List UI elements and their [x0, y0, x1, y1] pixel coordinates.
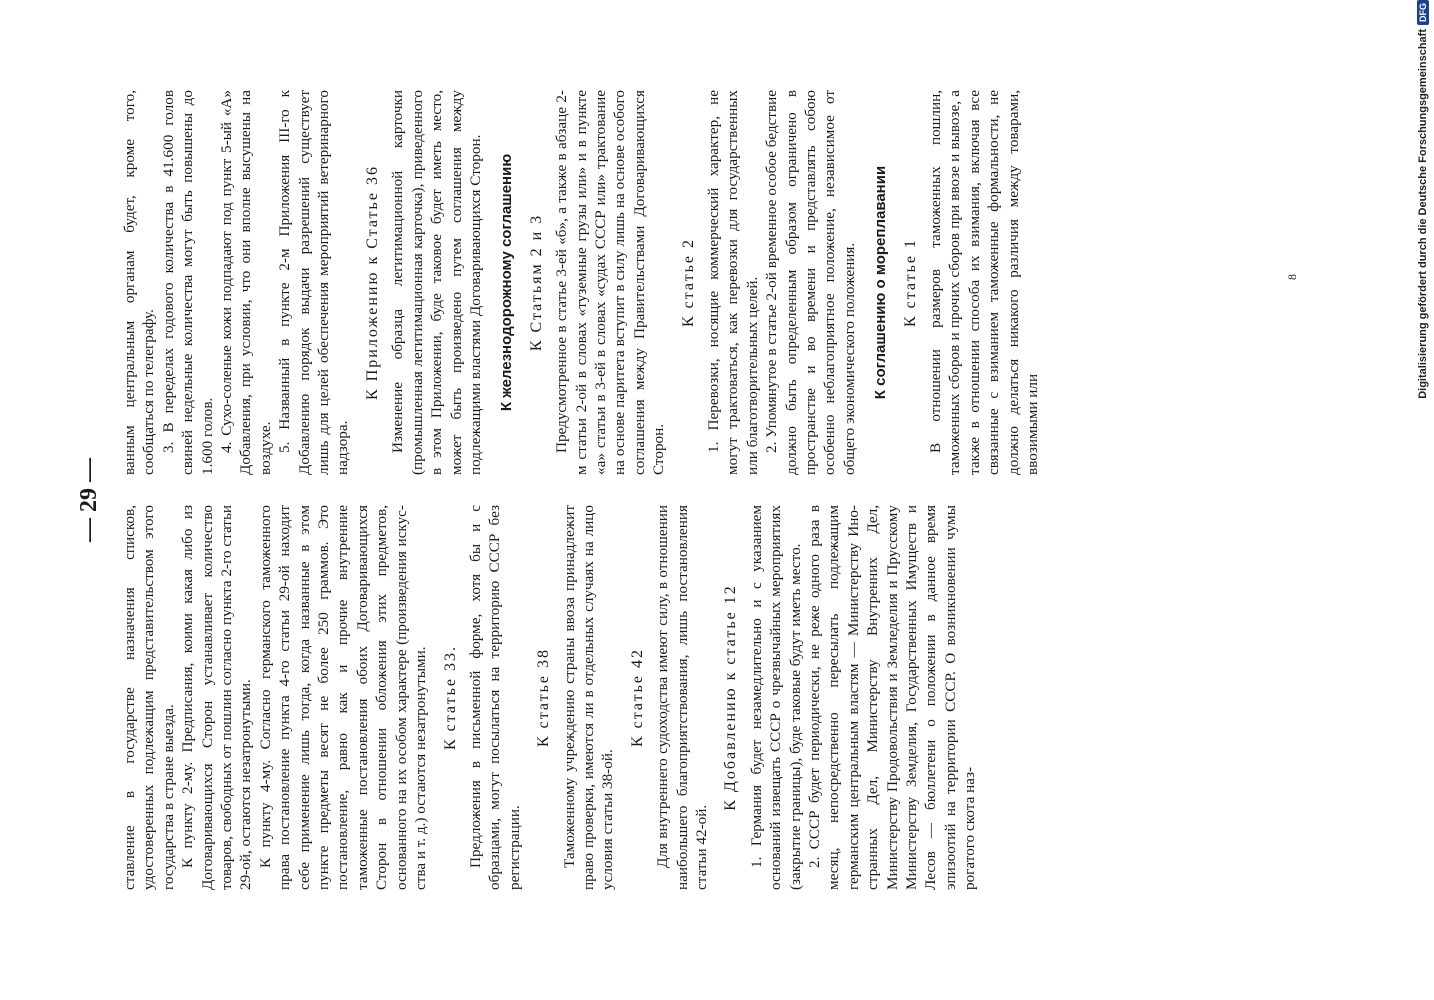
dfg-logo: DFG [1417, 0, 1429, 25]
paragraph: К пункту 4-му. Согласно германского таможенного права постановление пункта 4-го статьи 29-ой находит себе применение лишь тогда, когда названные в этом пункте предметы весят не более 250 граммов. Это постановление, равно как и прочие внутренние таможенные постановления обоих Договаривающихся Сторон в отношении обложения этих предметов, основанного на их особом характере (произведения искусства и т. д.) остаются незатронутыми. [256, 505, 430, 890]
section-heading: К Статьям 2 и 3 [527, 213, 545, 352]
paragraph: В отношении размеров таможенных пошлин, таможенных сборов и прочих сборов при ввозе и вывозе, а также в отношении способа их взимания, включая все связанные с взиманием таможенные формальности, не должно делаться никакого различия между товарами, ввозимыми или [927, 90, 1042, 475]
section-heading: К статье 2 [679, 237, 697, 328]
section-heading: К статье 1 [901, 237, 919, 328]
paragraph: 4. Сухо-соленые кожи подпадают под пункт 5-ый «А» Добавления, при условии, что они вполне высушены на воздухе. [218, 90, 274, 475]
section-heading: К статье 38 [535, 647, 553, 748]
signature-mark: 8 [1285, 274, 1299, 280]
credit-text: Digitalisierung gefördert durch die Deutsche Forschungsgemeinschaft [1417, 29, 1429, 399]
paragraph: 1. Перевозки, носящие коммерческий характер, не могут трактоваться, как перевозки для государственных или благотворительных целей. [704, 90, 761, 475]
section-heading: К статье 42 [628, 647, 646, 748]
paragraph: ставление в государстве назначения списков, удостоверенных подлежащим представительством этого государства в стране выезда. [121, 505, 177, 890]
paragraph: 3. В переделах годового количества в 41.600 голов свиней недельные количества могут быть повышены до 1.600 голов. [159, 90, 216, 475]
paragraph: Предусмотренное в статье 3-ей «б», а также в абзаце 2-м статьи 2-ой в словах «туземные грузы или» и в пункте «а» статьи в 3-ей в словах «судах СССР или» трактование на основе паритета вступит в силу лишь на основе особого соглашения между Правительствами Договаривающихся Сторон. [553, 90, 668, 475]
section-heading: К статье 33. [441, 644, 459, 751]
paragraph: К пункту 2-му. Предписания, коими какая либо из Договаривающихся Сторон устанавливает количество товаров, свободных от пошлин согласно пункта 2-го статьи 29-ой, остаются незатронутыми. [179, 505, 255, 890]
paragraph: Изменение образца легитимационной карточки (промышленная легитимационная карточка), приведенного в этом Приложении, буде таковое будет иметь место, может быть произведено путем соглашения между подлежащими властями Договаривающихся Сторон. [389, 90, 484, 475]
paragraph: ванным центральным органам будет, кроме того, сообщаться по телеграфу. [121, 90, 158, 475]
chapter-heading: К соглашению о мореплавании [872, 165, 890, 400]
digitization-credit [1412, 0, 1434, 399]
paragraph: Таможенному учреждению страны ввоза принадлежит право проверки, имеются ли в отдельных случаях на лицо условия статьи 38-ой. [560, 505, 617, 890]
right-column [120, 90, 1300, 475]
paragraph: 2. СССР будет периодически, не реже одного раза в месяц, непосредственно пересылать подлежащим германским центральным властям — Министерству Иностранных Дел, Министерству Внутренних Дел, Министерству Продовольствия и Земледелия и Прусскому Министерству Земделия, Государственных Имуществ и Лесов — бюллетени о положении в данное время эпизоотий на территории СССР. О возникновении чумы рогатого скота наз- [806, 505, 979, 890]
left-column [120, 505, 1300, 890]
chapter-heading: К железнодорожному соглашению [498, 153, 516, 412]
page-number: — 29 — [76, 458, 102, 542]
paragraph: Для внутреннего судоходства имеют силу, в отношении наибольшего благоприятствования, лишь постановления статьи 42-ой. [654, 505, 710, 890]
text-columns [120, 90, 1300, 890]
section-heading: К Приложению к Статье 36 [363, 165, 381, 400]
paragraph: 5. Названный в пункте 2-м Приложения III-го к Добавлению порядок выдачи разрешений существует лишь для целей обеспечения мероприятий ветеринарного надзора. [276, 90, 352, 475]
paragraph: 2. Упомянутое в статье 2-ой временное особое бедствие должно быть определенным образом ограничено в пространстве и во времени и представлять собою особенно неблагоприятное положение, независимое от общего экономического положения. [763, 90, 858, 475]
section-heading: К Добавлению к статье 12 [722, 584, 740, 811]
paragraph: 1. Германия будет незамедлительно и с указанием оснований извещать СССР о чрезвычайных мероприятиях (закрытие границы), буде таковые будут иметь место. [747, 505, 804, 890]
paragraph: Предложения в письменной форме, хотя бы и с образцами, могут посылаться на территорию СССР без регистрации. [466, 505, 523, 890]
